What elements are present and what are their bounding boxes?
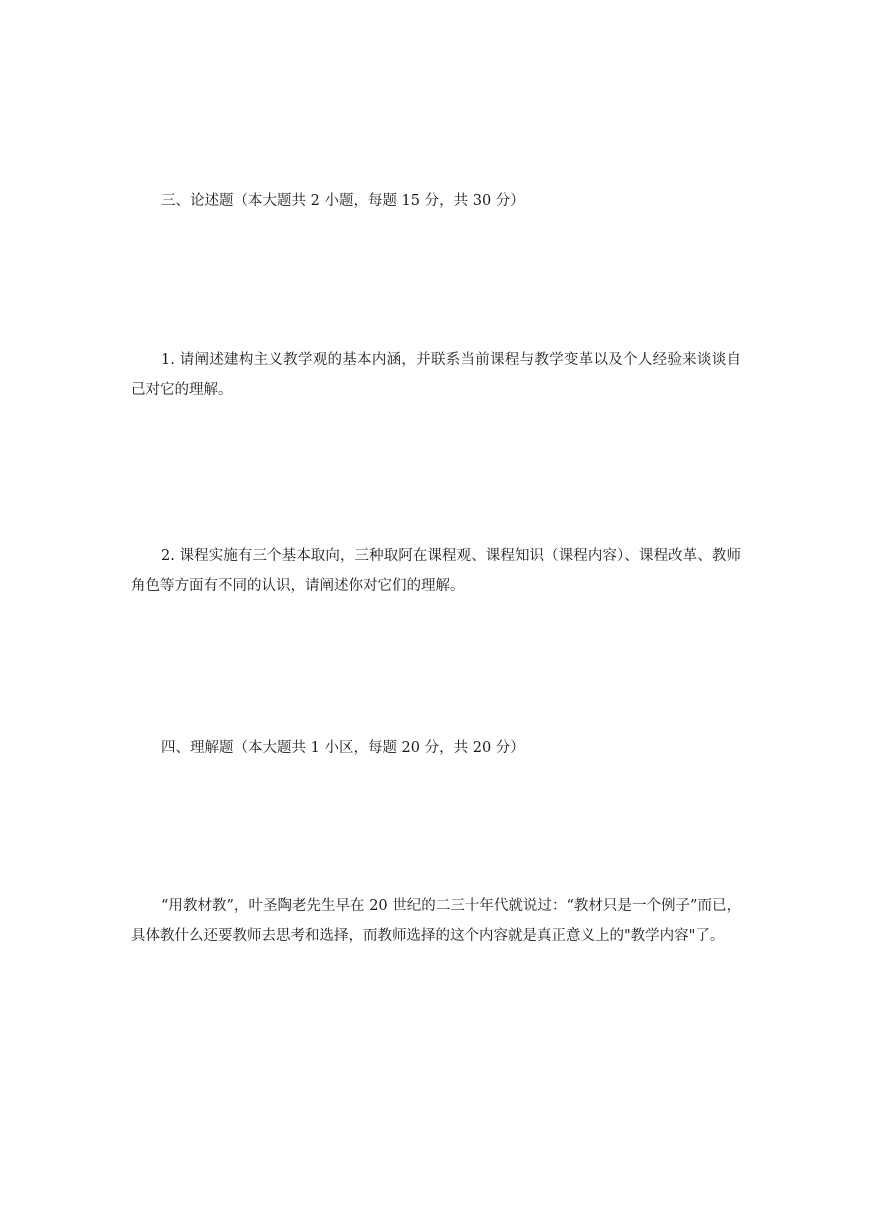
essay-question-2: 2. 课程实施有三个基本取向，三种取阿在课程观、课程知识（课程内容）、课程改革、教师角色等方面有不同的认识，请阐述你对它们的理解。 bbox=[131, 548, 741, 594]
essay-question-1: 1. 请阐述建构主义教学观的基本内涵，并联系当前课程与教学变革以及个人经验来谈谈自己对它的理解。 bbox=[131, 352, 741, 398]
section-4-heading: 四、理解题（本大题共 1 小区，每题 20 分，共 20 分） bbox=[161, 740, 525, 756]
section-3-heading: 三、论述题（本大题共 2 小题，每题 15 分，共 30 分） bbox=[161, 193, 525, 209]
comprehension-passage: “用教材教”，叶圣陶老先生早在 20 世纪的二三十年代就说过：“教材只是一个例子”而已，具体教什么还要教师去思考和选择，而教师选择的这个内容就是真正意义上的"教学内容"了。 bbox=[131, 898, 741, 944]
